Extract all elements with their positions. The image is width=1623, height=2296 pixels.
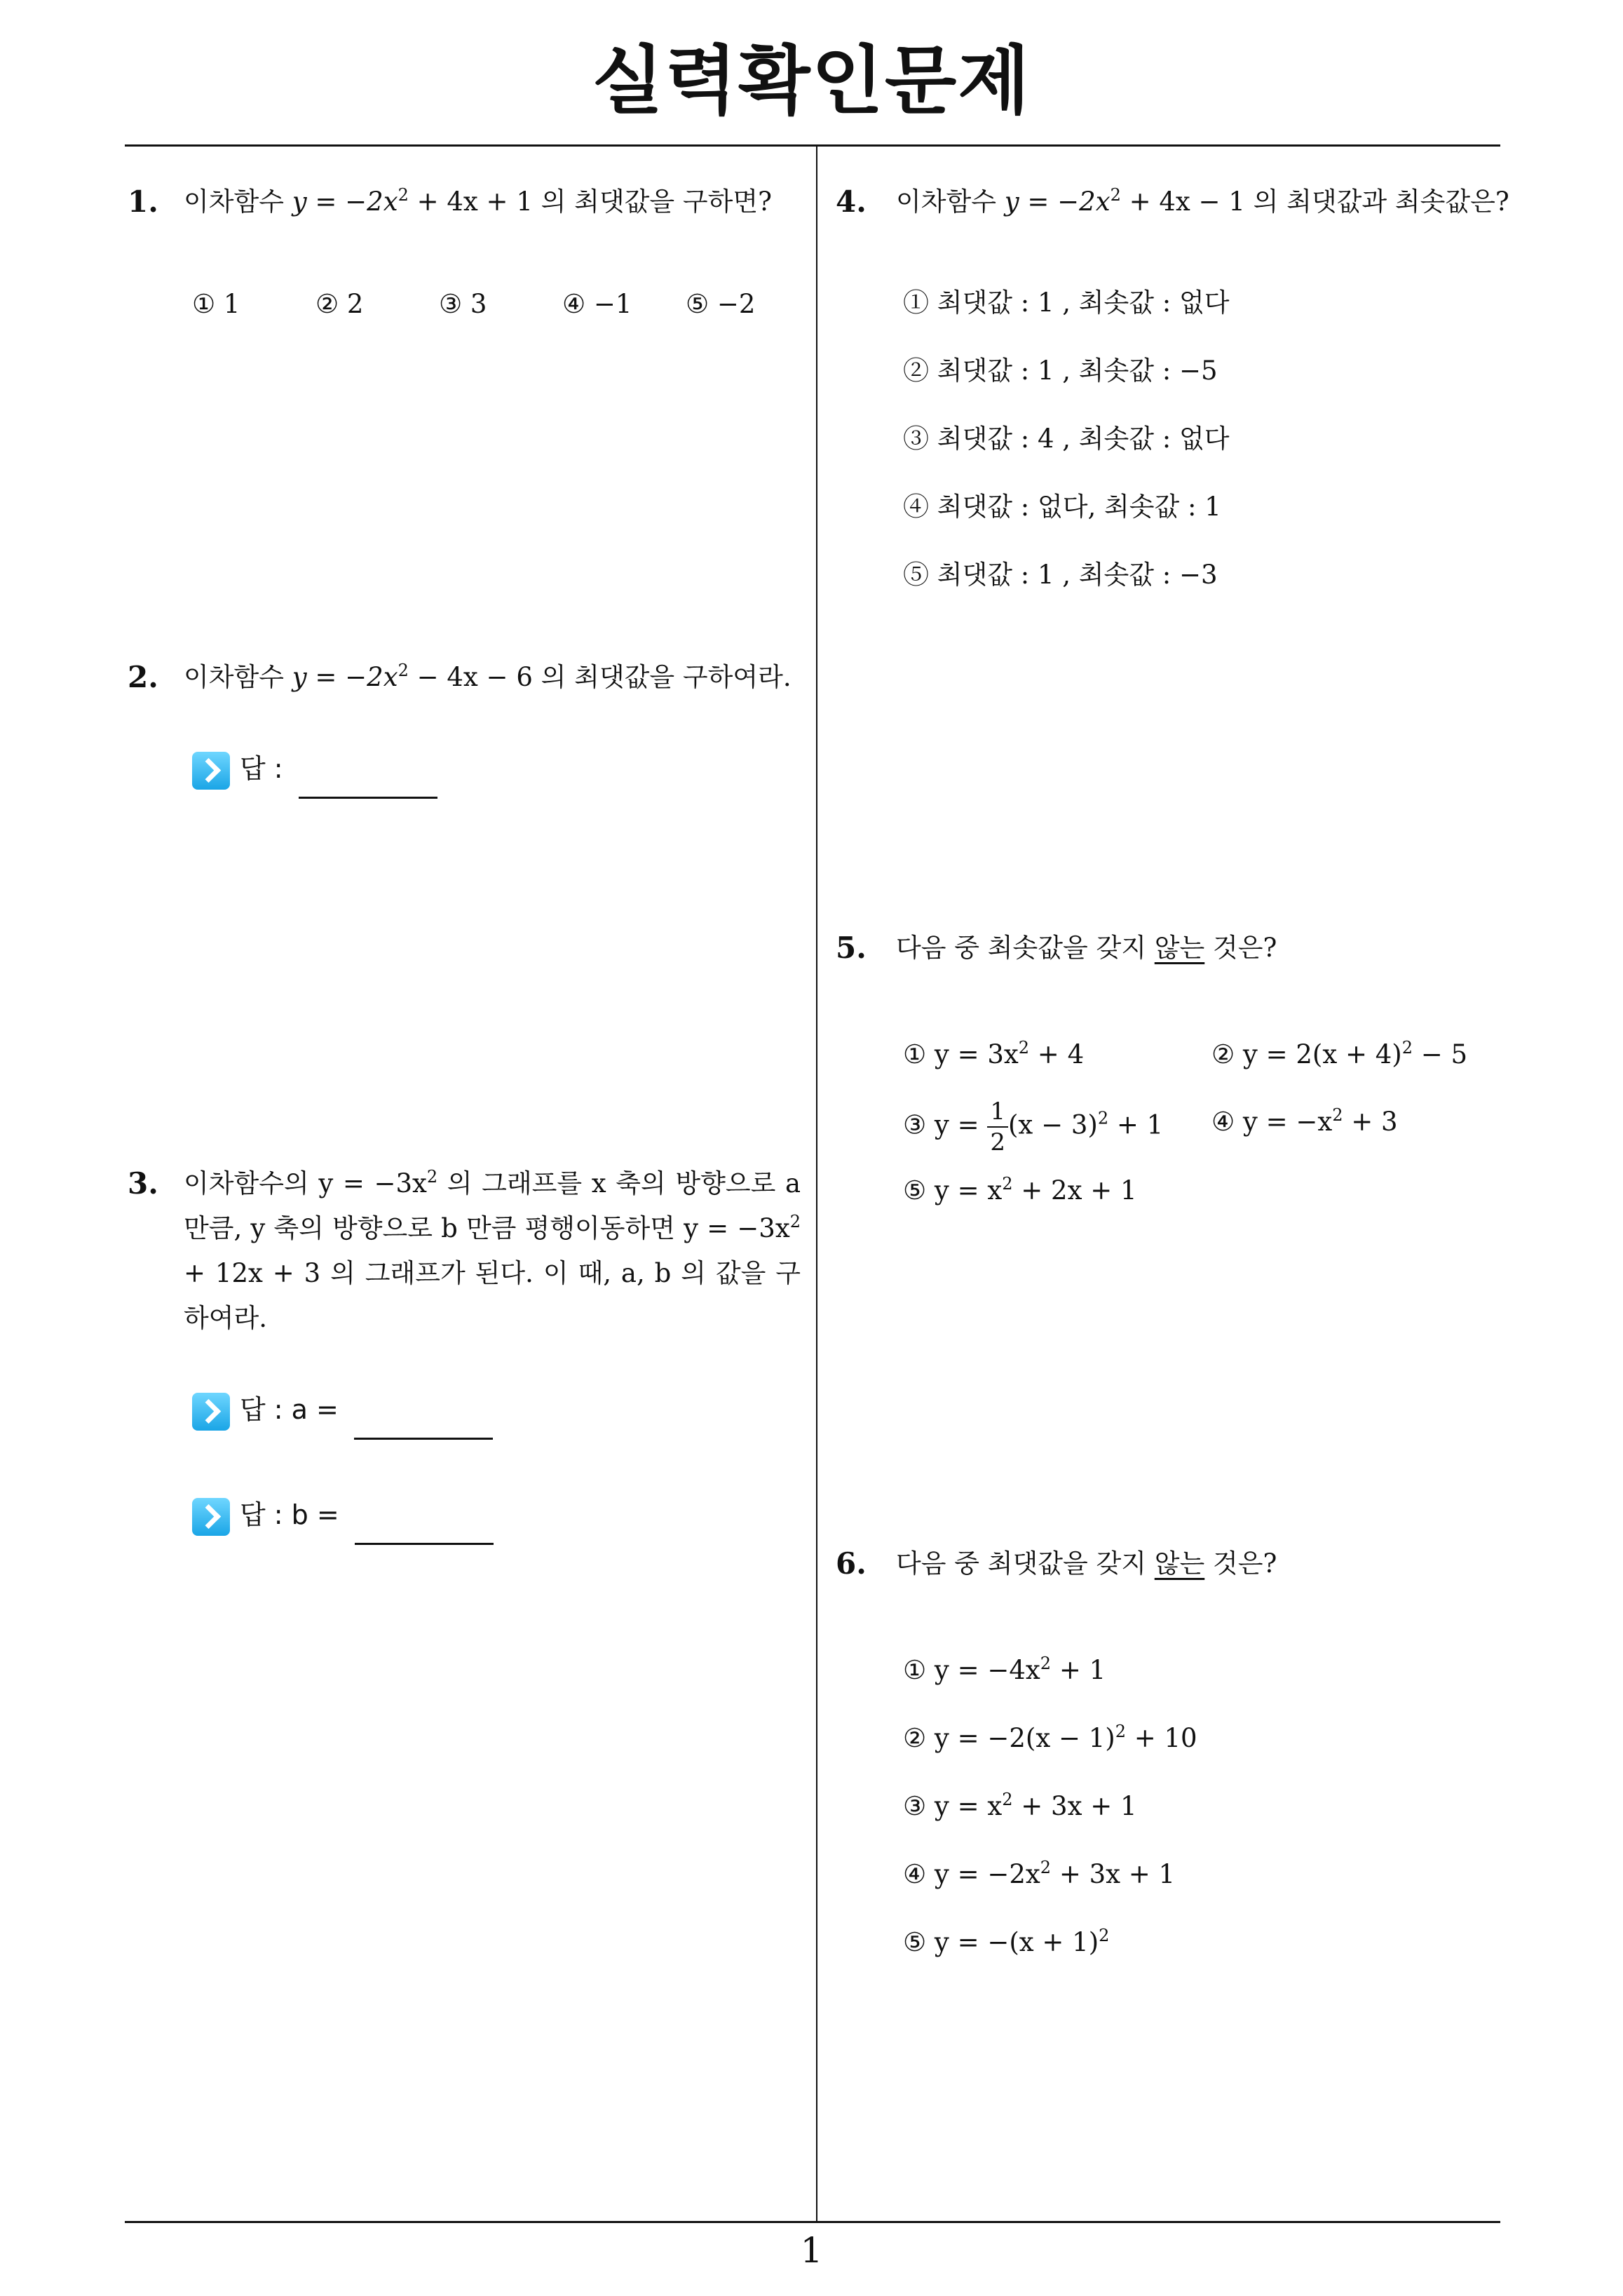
question-4-option-1[interactable]: ① 최댓값 : 1 , 최솟값 : 없다 — [903, 288, 1230, 318]
question-2-text: 이차함수 $y = -2x^2 - 4x - 6$ 의 최댓값을 구하여라. — [184, 661, 792, 692]
question-4-option-2[interactable]: ② 최댓값 : 1 , 최솟값 : −5 — [903, 356, 1218, 386]
question-2-number: 2. — [128, 660, 158, 694]
question-4-option-3[interactable]: ③ 최댓값 : 4 , 최솟값 : 없다 — [903, 424, 1230, 454]
question-6-option-4[interactable]: ④ $y = -2x^2 + 3x + 1$ — [903, 1858, 1176, 1889]
question-3-answer-b — [192, 1492, 494, 1545]
question-1-option-5[interactable]: ⑤ −2 — [686, 289, 756, 319]
bottom-rule — [125, 2221, 1500, 2223]
question-5-option-1[interactable]: ① $y = 3x^2 + 4$ — [903, 1038, 1085, 1069]
question-6-option-3[interactable]: ③ $y = x^2 + 3x + 1$ — [903, 1790, 1137, 1821]
question-4-option-5[interactable]: ⑤ 최댓값 : 1 , 최솟값 : −3 — [903, 560, 1218, 590]
question-1-option-3[interactable]: ③ 3 — [439, 289, 487, 319]
top-rule — [125, 144, 1500, 147]
answer-label: 답 : b = — [240, 1499, 339, 1530]
question-1-option-4[interactable]: ④ −1 — [562, 289, 632, 319]
chevron-right-icon — [192, 752, 230, 790]
question-6-option-2[interactable]: ② $y = -2(x - 1)^2 + 10$ — [903, 1722, 1197, 1753]
fraction: $\frac{1}{2}$ — [987, 1100, 1008, 1154]
question-1-number: 1. — [128, 184, 158, 219]
answer-label: 답 : — [240, 753, 283, 784]
question-1-option-1[interactable]: ① 1 — [192, 289, 240, 319]
question-4-text: 이차함수 $y = -2x^2 + 4x - 1$ 의 최댓값과 최솟값은? — [896, 185, 1509, 217]
question-6-text: 다음 중 최댓값을 갖지 않는 것은? — [896, 1548, 1277, 1579]
question-6-option-1[interactable]: ① $y = -4x^2 + 1$ — [903, 1654, 1106, 1685]
question-5-number: 5. — [836, 931, 867, 965]
chevron-right-icon — [192, 1498, 230, 1536]
question-3-text: 이차함수의 $y = -3x^2$ 의 그래프를 x 축의 방향으로 a 만큼, y 축의 방향으로 b 만큼 평행이동하면 $y = -3x^2 + 12x + 3$ 의 그래프가 된다. 이 때, a, b 의 값을 구하여라. — [184, 1167, 801, 1333]
question-1-options — [192, 282, 809, 327]
chevron-right-icon — [192, 1393, 230, 1431]
answer-blank-b[interactable] — [355, 1522, 494, 1545]
answer-blank-a[interactable] — [354, 1417, 493, 1440]
question-5-option-2[interactable]: ② $y = 2(x + 4)^2 - 5$ — [1211, 1038, 1468, 1069]
page-number: 1 — [800, 2230, 823, 2271]
question-1-option-2[interactable]: ② 2 — [315, 289, 364, 319]
column-divider — [816, 146, 817, 2222]
answer-blank[interactable] — [299, 776, 437, 799]
question-5-option-4[interactable]: ④ $y = -x^2 + 3$ — [1211, 1105, 1398, 1137]
question-5-option-3[interactable]: ③ y = $\frac{1}{2}$ $(x - 3)^2 + 1$ — [903, 1098, 1164, 1156]
question-3-answer-a — [192, 1387, 493, 1440]
question-1-text: 이차함수 $y = -2x^2 + 4x + 1$ 의 최댓값을 구하면? — [184, 185, 772, 217]
question-5-text: 다음 중 최솟값을 갖지 않는 것은? — [896, 933, 1277, 963]
question-4-option-4[interactable]: ④ 최댓값 : 없다, 최솟값 : 1 — [903, 492, 1221, 522]
question-4-number: 4. — [836, 184, 867, 219]
answer-label: 답 : a = — [240, 1394, 339, 1425]
question-3-number: 3. — [128, 1166, 158, 1201]
page-title: 실력확인문제 — [592, 38, 1031, 124]
question-5-option-5[interactable]: ⑤ $y = x^2 + 2x + 1$ — [903, 1174, 1137, 1206]
question-6-option-5[interactable]: ⑤ $y = -(x + 1)^2$ — [903, 1926, 1110, 1957]
question-2-answer — [192, 746, 437, 799]
question-6-number: 6. — [836, 1546, 867, 1581]
